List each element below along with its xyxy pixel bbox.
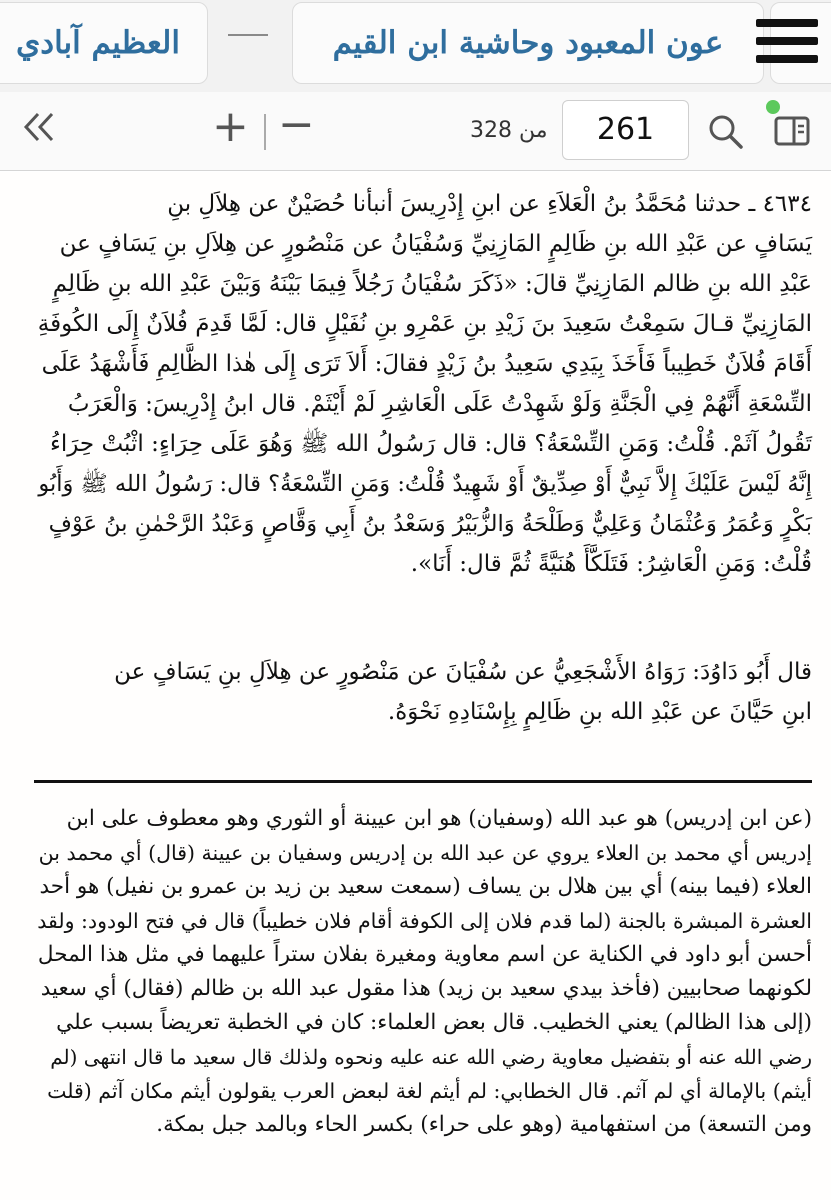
title-bar xyxy=(0,0,831,92)
hadith-line: يَسَافٍ عن عَبْدِ الله بنِ ظَالِمٍ المَازِنِيِّ وَسُفْيَانُ عن مَنْصُورٍ عن هِلاَلِ بنِ يَسَافٍ عن xyxy=(59,231,812,257)
total-pages-label: من 328 xyxy=(470,118,548,143)
status-dot xyxy=(766,100,780,114)
hadith-line: عَبْدِ الله بنِ ظالم المَازِنِيِّ قالَ: «ذَكَرَ سُفْيَانُ رَجُلاً فِيمَا بَيْنَهُ وَبَيْنَ عَبْدِ الله بنِ ظَالِمٍ xyxy=(52,271,812,297)
hadith-text xyxy=(34,184,812,584)
hadith-line: إِنَّهُ لَيْسَ عَلَيْكَ إِلاَّ نَبِيٌّ أَوْ صِدِّيقٌ أَوْ شَهِيدٌ قُلْتُ: وَمَنِ التِّسْعَةُ؟ قال: رَسُولُ الله ﷺ وَأَبُو xyxy=(38,471,812,497)
book-page xyxy=(0,172,831,1200)
page-number-input[interactable]: 261 xyxy=(562,100,689,160)
book-title: عون المعبود وحاشية ابن القيم xyxy=(332,25,724,61)
abu-dawud-note xyxy=(34,652,812,732)
commentary-line: أيثم) بالإمالة أي لم آثم. قال الخطابي: لم أيثم لغة لبعض العرب يقولون أيثم مكان آثم (قلت xyxy=(47,1079,812,1103)
hamburger-menu-icon[interactable] xyxy=(756,13,826,69)
double-chevron-left-icon[interactable] xyxy=(20,108,58,155)
commentary-text xyxy=(34,802,812,1142)
title-separator xyxy=(228,34,268,36)
abu-dawud-line: ابنِ حَيَّانَ عن عَبْدِ الله بنِ ظَالِمٍ بِإِسْنَادِهِ نَحْوَهُ. xyxy=(387,699,812,725)
hadith-line: ٤٦٣٤ ـ حدثنا مُحَمَّدُ بنُ الْعَلاَءِ عن ابنِ إِدْرِيسَ أنبأنا حُصَيْنٌ عن هِلاَلِ بنِ xyxy=(167,191,812,217)
zoom-out-button[interactable]: − xyxy=(278,99,315,150)
commentary-line: لكونهما صحابيين (فأخذ بيدي سعيد بن زيد) هذا مقول عبد الله بن ظالم (فقال) أي سعيد xyxy=(40,976,812,1001)
footnote-divider xyxy=(34,780,812,783)
reader-mode-icon[interactable] xyxy=(770,108,816,154)
commentary-line: (إلى هذا الظالم) يعني الخطيب. قال بعض العلماء: كان في الخطبة تعريضاً بسبب علي xyxy=(56,1010,812,1035)
search-icon[interactable] xyxy=(706,112,746,152)
commentary-line: العلاء (فيما بينه) أي بين هلال بن يساف (سمعت سعيد بن زيد بن عمرو بن نفيل) هو أحد xyxy=(39,874,812,899)
commentary-line: أحسن أبو داود في الكناية عن اسم معاوية ومغيرة بفلان ستراً عليهما في مثل هذا المحل xyxy=(37,942,812,967)
commentary-line: إدريس أي محمد بن العلاء يروي عن عبد الله بن إدريس وسفيان بن عيينة (قال) أي محمد بن xyxy=(38,841,812,865)
hadith-line: تَقُولُ آثَمْ. قُلْتُ: وَمَنِ التِّسْعَةُ؟ قال: قال رَسُولُ الله ﷺ وَهُوَ عَلَى حِرَاءٍ: اثْبُتْ حِرَاءُ xyxy=(50,431,812,457)
hadith-line: المَازِنِيِّ قـالَ سَمِعْتُ سَعِيدَ بنَ زَيْدِ بنِ عَمْرِو بنِ نُفَيْلٍ قال: لَمَّا قَدِمَ فُلاَنٌ إِلَى الكُوفَةِ xyxy=(37,311,812,337)
commentary-line: رضي الله عنه أو بتفضيل معاوية رضي الله عنه عليه ونحوه ولذلك قال سعيد ما قال انتهى (لم xyxy=(50,1045,812,1069)
abu-dawud-line: قال أَبُو دَاوُدَ: رَوَاهُ الأَشْجَعِيُّ عن سُفْيَانَ عن مَنْصُورٍ عن هِلاَلِ بنِ يَسَافٍ عن xyxy=(114,659,812,685)
reader-toolbar xyxy=(0,92,831,171)
book-title-tab[interactable] xyxy=(292,2,764,84)
hadith-line: بَكْرٍ وَعُمَرُ وَعُثْمَانُ وَعَلِيٌّ وَطَلْحَةُ وَالزُّبَيْرُ وَسَعْدُ بنُ أَبِي وَقَّاصٍ وَعَبْدُ الرَّحْمٰنِ بنُ عَوْفٍ xyxy=(48,511,812,537)
author-tab[interactable] xyxy=(0,2,208,84)
toolbar-divider xyxy=(264,114,266,150)
author-name: العظيم آبادي xyxy=(16,25,180,61)
hadith-line: أَقَامَ فُلاَنٌ خَطِيباً فَأَخَذَ بِيَدِي سَعِيدُ بنُ زَيْدٍ فقالَ: أَلاَ تَرَى إِلَى هٰذا الظَّالِمِ فَأَشْهَدُ عَلَى xyxy=(41,351,812,377)
zoom-in-button[interactable]: + xyxy=(212,101,249,152)
commentary-line: ومن التسعة) من استفهامية (وهو على حراء) بكسر الحاء وبالمد جبل بمكة. xyxy=(156,1112,812,1137)
hadith-line: التِّسْعَةِ أَنَّهُمْ فِي الْجَنَّةِ وَلَوْ شَهِدْتُ عَلَى الْعَاشِرِ لَمْ أَيْثَمْ. قال ابنُ إِدْرِيسَ: وَالْعَرَبُ xyxy=(67,391,812,417)
commentary-line: العشرة المبشرة بالجنة (لما قدم فلان إلى الكوفة أقام فلان خطيباً) قال في فتح الودود: ولقد xyxy=(37,909,812,933)
hadith-line: قُلْتُ: وَمَنِ الْعَاشِرُ: فَتَلَكَّأَ هُنَيَّةً ثُمَّ قال: أَنَا». xyxy=(410,551,812,577)
commentary-line: (عن ابن إدريس) هو عبد الله (وسفيان) هو ابن عيينة أو الثوري وهو معطوف على ابن xyxy=(66,806,812,831)
